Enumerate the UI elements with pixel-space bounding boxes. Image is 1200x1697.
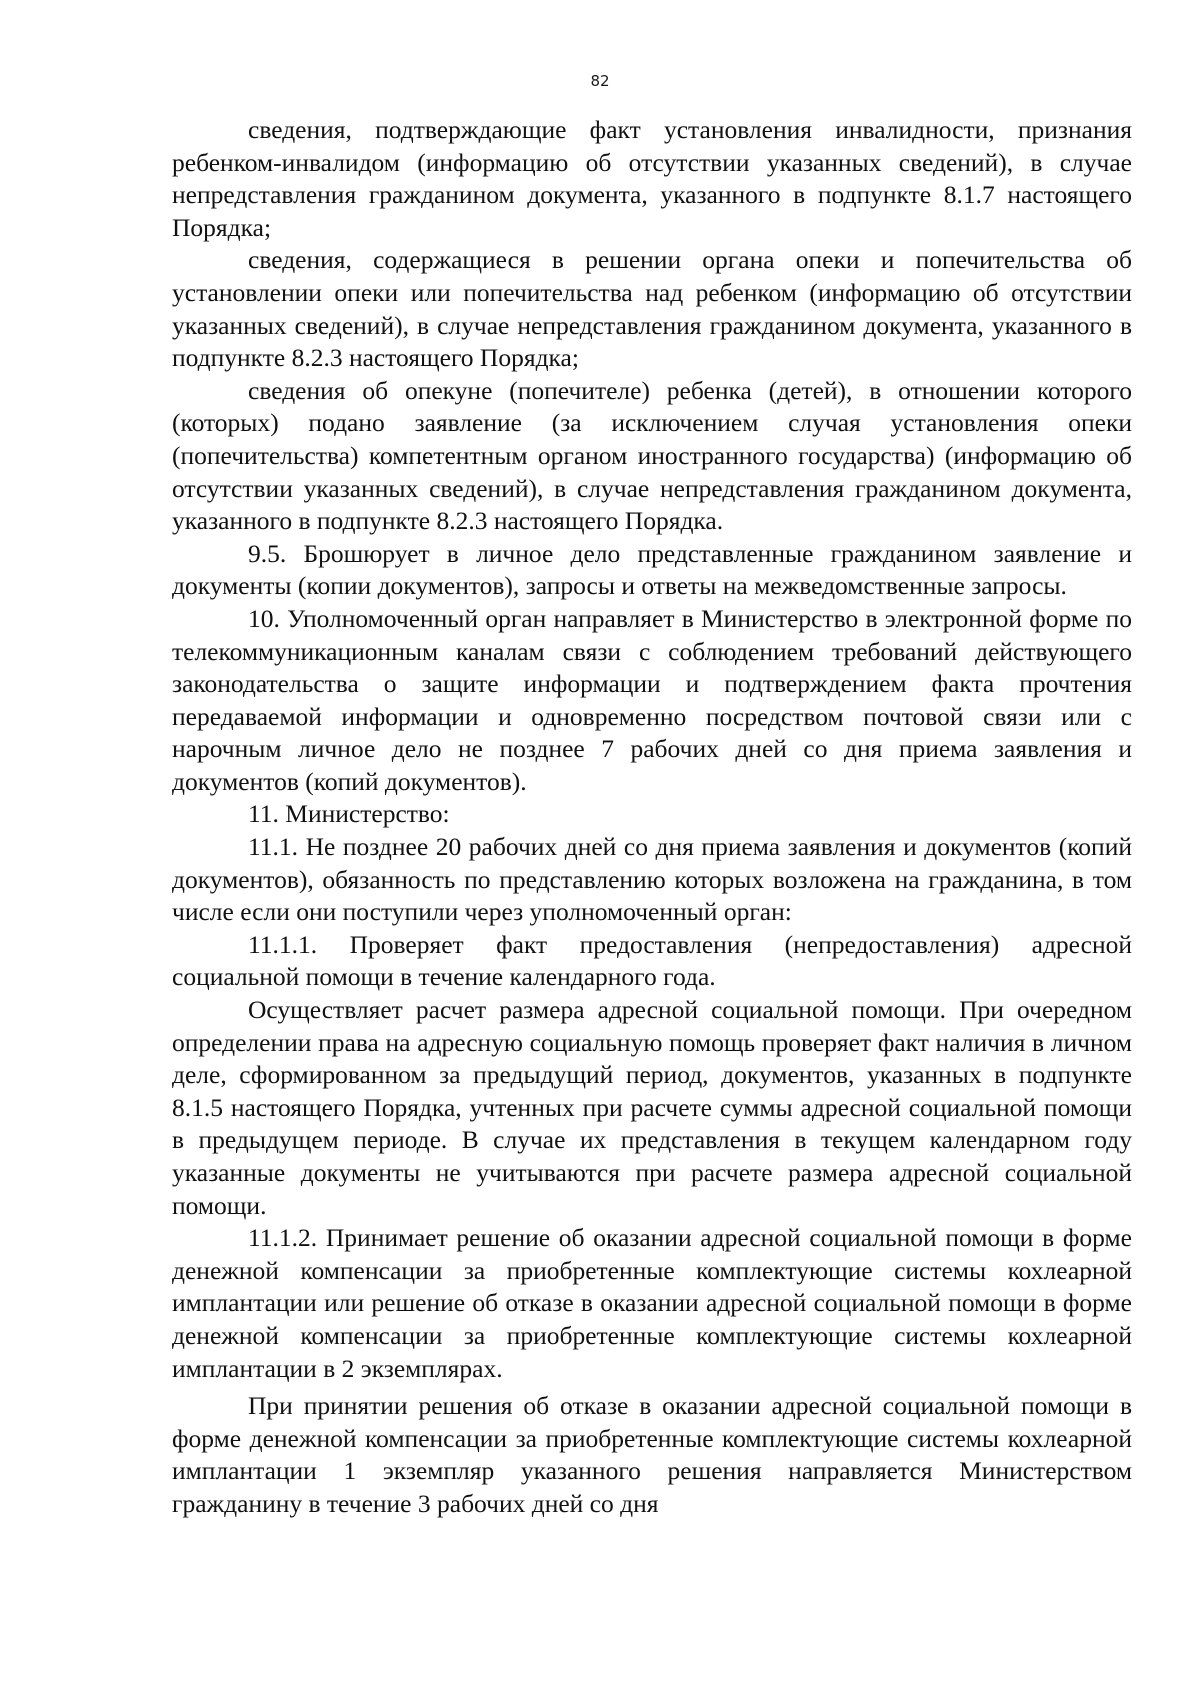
- paragraph-guardian-info: сведения об опекуне (попечителе) ребенка (детей), в отношении которого (которых) подано заявление (за исключением случая установления опеки (попечительства) компетентным органом иностранного государства) (информацию об отсутствии указанных сведений), в случае непредставления гражданином документа, указанного в подпункте 8.2.3 настоящего Порядка.: [172, 375, 1132, 536]
- paragraph-11-1-1: 11.1.1. Проверяет факт предоставления (непредоставления) адресной социальной помощи в течение календарного года.: [172, 929, 1132, 992]
- document-body: [172, 114, 1132, 1521]
- paragraph-10: 10. Уполномоченный орган направляет в Министерство в электронной форме по телекоммуникационным каналам связи с соблюдением требований действующего законодательства о защите информации и подтверждением факта прочтения передаваемой информации и одновременно посредством почтовой связи или с нарочным личное дело не позднее 7 рабочих дней со дня приема заявления и документов (копий документов).: [172, 603, 1132, 796]
- paragraph-disability-info: сведения, подтверждающие факт установления инвалидности, признания ребенком-инвалидом (информацию об отсутствии указанных сведений), в случае непредставления гражданином документа, указанного в подпункте 8.1.7 настоящего Порядка;: [172, 115, 1132, 242]
- paragraph-calculation: Осуществляет расчет размера адресной социальной помощи. При очередном определении права на адресную социальную помощь проверяет факт наличия в личном деле, сформированном за предыдущий период, документов, указанных в подпункте 8.1.5 настоящего Порядка, учтенных при расчете суммы адресной социальной помощи в предыдущем периоде. В случае их представления в текущем календарном году указанные документы не учитываются при расчете размера адресной социальной помощи.: [172, 995, 1132, 1220]
- page-number: 82: [590, 72, 610, 90]
- paragraph-11-1-2: 11.1.2. Принимает решение об оказании адресной социальной помощи в форме денежной компенсации за приобретенные комплектующие системы кохлеарной имплантации или решение об отказе в оказании адресной социальной помощи в форме денежной компенсации за приобретенные комплектующие системы кохлеарной имплантации в 2 экземплярах.: [172, 1223, 1132, 1383]
- paragraph-9-5: 9.5. Брошюрует в личное дело представленные гражданином заявление и документы (копии документов), запросы и ответы на межведомственные запросы.: [172, 538, 1132, 601]
- paragraph-guardianship-decision: сведения, содержащиеся в решении органа опеки и попечительства об установлении опеки или попечительства над ребенком (информацию об отсутствии указанных сведений), в случае непредставления гражданином документа, указанного в подпункте 8.2.3 настоящего Порядка;: [172, 245, 1132, 373]
- paragraph-11: 11. Министерство:: [248, 799, 450, 829]
- paragraph-11-1: 11.1. Не позднее 20 рабочих дней со дня приема заявления и документов (копий документов), обязанность по представлению которых возложена на гражданина, в том числе если они поступили через уполномоченный орган:: [172, 832, 1132, 927]
- paragraph-refusal-decision: При принятии решения об отказе в оказании адресной социальной помощи в форме денежной компенсации за приобретенные комплектующие системы кохлеарной имплантации 1 экземпляр указанного решения направляется Министерством гражданину в течение 3 рабочих дней со дня: [172, 1391, 1132, 1518]
